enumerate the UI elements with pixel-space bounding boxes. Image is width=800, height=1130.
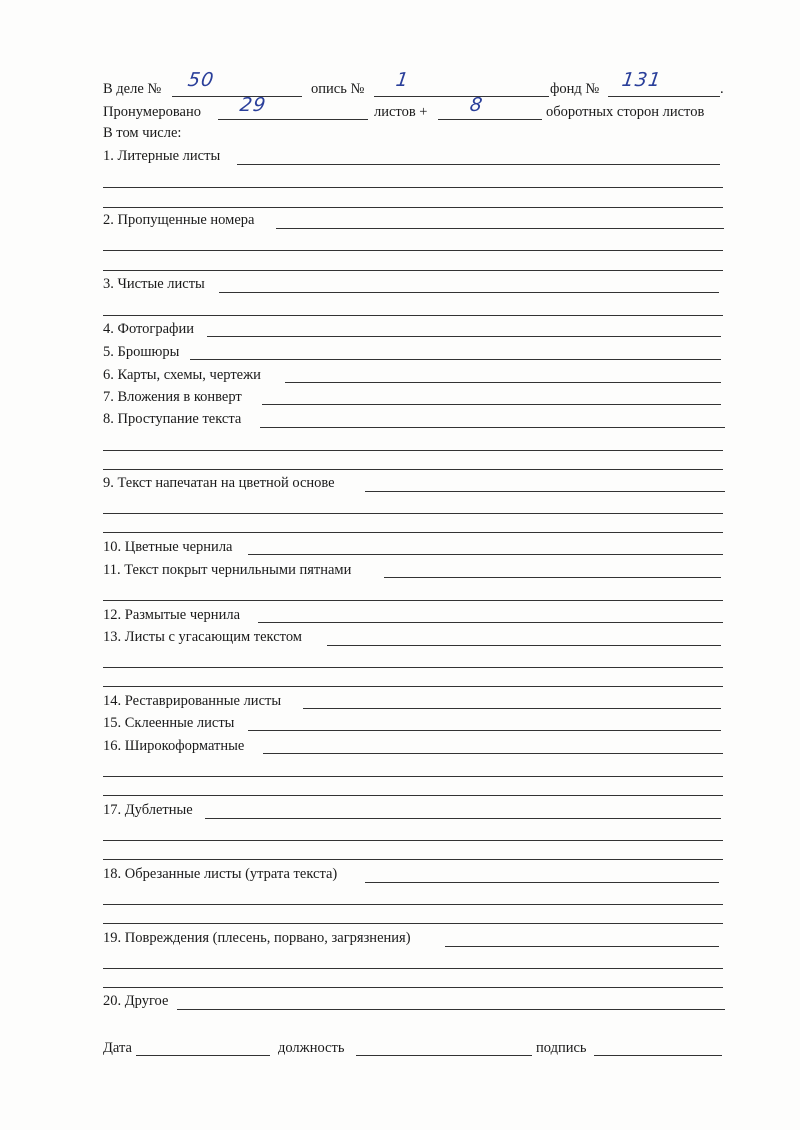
item-literal-sheets: 1. Литерные листы (103, 148, 221, 164)
item-5-line (190, 359, 721, 360)
item-13-extra-line (103, 667, 723, 668)
header-period: . (720, 81, 724, 97)
case-number-value: 50 (186, 69, 216, 91)
numbered-count-value: 29 (238, 94, 268, 116)
item-8-extra-line (103, 450, 723, 451)
numbered-label: Пронумеровано (103, 104, 202, 120)
item-16-extra-line (103, 776, 723, 777)
item-trimmed-sheets: 18. Обрезанные листы (утрата текста) (103, 866, 338, 882)
item-ink-stains: 11. Текст покрыт чернильными пятнами (103, 562, 352, 578)
item-text-bleed-through: 8. Проступание текста (103, 411, 242, 427)
position-label: должность (278, 1040, 345, 1056)
item-11-extra-line (103, 600, 723, 601)
back-sides-label: оборотных сторон листов (546, 104, 705, 120)
back-sides-count-value: 8 (468, 94, 485, 116)
item-3-line (219, 292, 719, 293)
item-other: 20. Другое (103, 993, 169, 1009)
item-15-line (248, 730, 721, 731)
fond-label: фонд № (550, 81, 600, 97)
numbered-count-line (218, 119, 368, 120)
signature-line (594, 1055, 722, 1056)
item-11-line (384, 577, 721, 578)
item-18-line (365, 882, 719, 883)
item-envelope-attachments: 7. Вложения в конверт (103, 389, 242, 405)
fond-number-line (608, 96, 720, 97)
item-8-extra-line (103, 469, 723, 470)
item-18-extra-line (103, 923, 723, 924)
item-16-extra-line (103, 795, 723, 796)
item-maps-schemes-drawings: 6. Карты, схемы, чертежи (103, 367, 261, 383)
item-16-line (263, 753, 723, 754)
item-12-line (258, 622, 723, 623)
item-2-extra-line (103, 270, 723, 271)
item-8-line (260, 427, 725, 428)
item-13-extra-line (103, 686, 723, 687)
inventory-label: опись № (311, 81, 365, 97)
item-2-extra-line (103, 250, 723, 251)
item-colored-background: 9. Текст напечатан на цветной основе (103, 475, 335, 491)
item-20-line (177, 1009, 725, 1010)
back-sides-count-line (438, 119, 542, 120)
item-1-extra-line (103, 187, 723, 188)
item-brochures: 5. Брошюры (103, 344, 180, 360)
item-damage: 19. Повреждения (плесень, порвано, загрязнения) (103, 930, 411, 946)
including-label: В том числе: (103, 125, 182, 141)
item-17-line (205, 818, 721, 819)
item-14-line (303, 708, 721, 709)
signature-label: подпись (536, 1040, 587, 1056)
item-19-extra-line (103, 987, 723, 988)
item-photographs: 4. Фотографии (103, 321, 194, 337)
item-19-line (445, 946, 719, 947)
item-smudged-ink: 12. Размытые чернила (103, 607, 240, 623)
sheets-plus-label: листов + (374, 104, 428, 120)
item-18-extra-line (103, 904, 723, 905)
item-10-line (248, 554, 723, 555)
item-1-extra-line (103, 207, 723, 208)
date-label: Дата (103, 1040, 132, 1056)
item-2-line (276, 228, 724, 229)
date-line (136, 1055, 270, 1056)
case-number-line (172, 96, 302, 97)
item-6-line (285, 382, 721, 383)
item-19-extra-line (103, 968, 723, 969)
item-skipped-numbers: 2. Пропущенные номера (103, 212, 255, 228)
item-blank-sheets: 3. Чистые листы (103, 276, 205, 292)
item-glued-sheets: 15. Склеенные листы (103, 715, 235, 731)
item-17-extra-line (103, 859, 723, 860)
fond-number-value: 131 (620, 69, 663, 91)
item-fading-text: 13. Листы с угасающим текстом (103, 629, 302, 645)
item-restored-sheets: 14. Реставрированные листы (103, 693, 282, 709)
item-duplicates: 17. Дублетные (103, 802, 193, 818)
item-13-line (327, 645, 721, 646)
item-7-line (262, 404, 721, 405)
item-4-line (207, 336, 721, 337)
item-1-line (237, 164, 720, 165)
inventory-number-value: 1 (394, 69, 411, 91)
item-17-extra-line (103, 840, 723, 841)
item-9-extra-line (103, 532, 723, 533)
item-colored-ink: 10. Цветные чернила (103, 539, 233, 555)
inventory-number-line (374, 96, 549, 97)
item-9-line (365, 491, 725, 492)
item-9-extra-line (103, 513, 723, 514)
item-large-format: 16. Широкоформатные (103, 738, 245, 754)
item-3-extra-line (103, 315, 723, 316)
position-line (356, 1055, 532, 1056)
case-label: В деле № (103, 81, 162, 97)
